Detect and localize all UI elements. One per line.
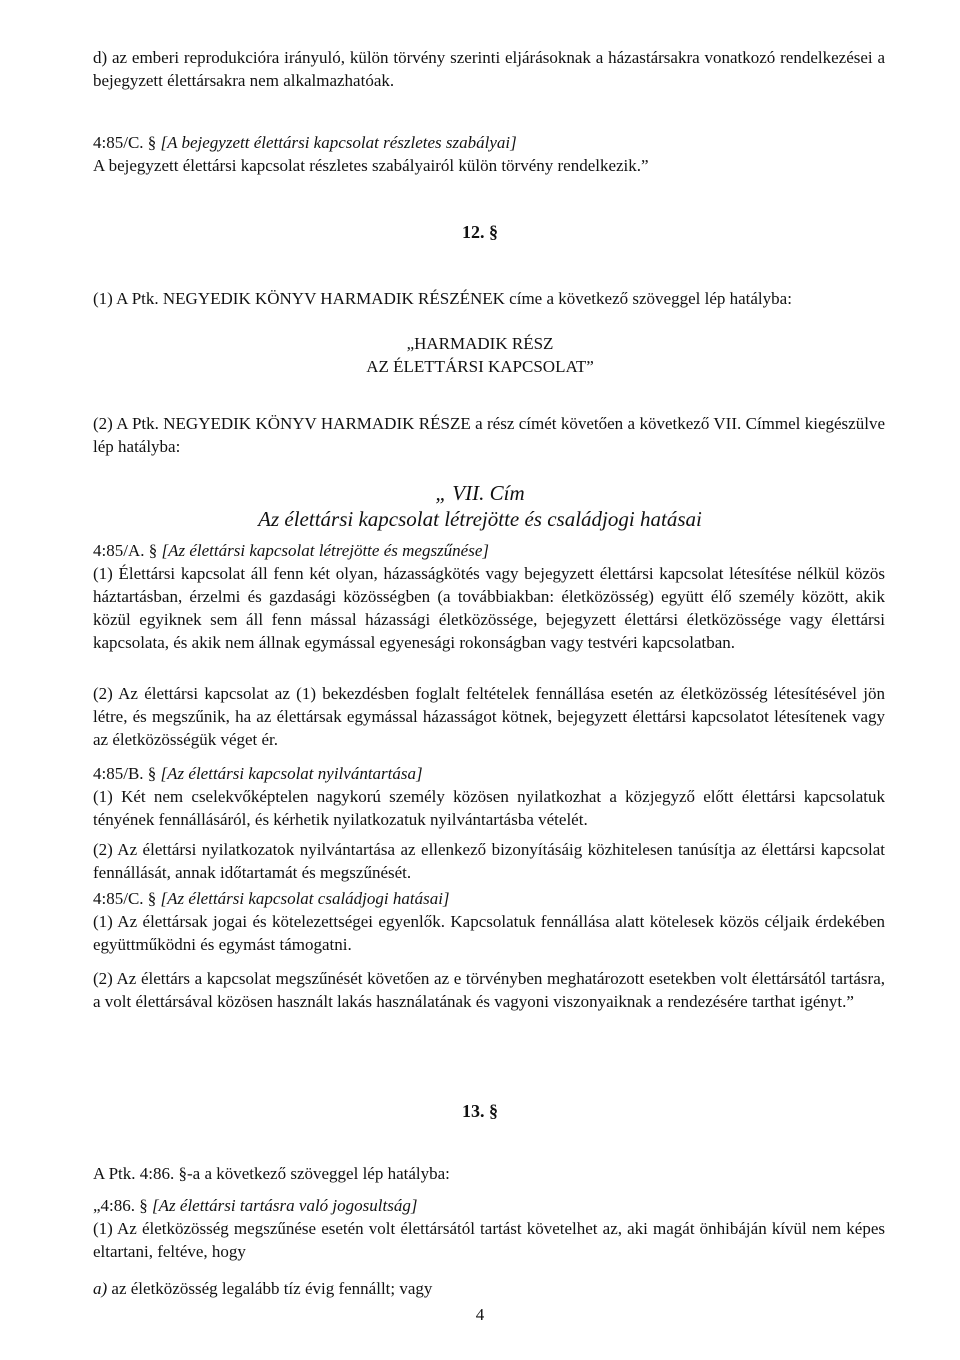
section-title: [Az élettársi kapcsolat létrejötte és megszűnése] [161,541,489,560]
part-title-line-2: AZ ÉLETTÁRSI KAPCSOLAT” [366,357,594,376]
section-4-86-point-a [93,1277,885,1300]
section-title: [Az élettársi kapcsolat nyilvántartása] [160,764,423,783]
part-title-line-1: „HARMADIK RÉSZ [406,334,554,353]
section-4-85b-paragraph-2: (2) Az élettársi nyilatkozatok nyilvántartása az ellenkező bizonyításáig közhitelesen tanúsítja az élettársi kapcsolat fennállását, annak időtartamát és megszűnését. [93,840,885,882]
section-4-85a-paragraph-1: (1) Élettársi kapcsolat áll fenn két olyan, házasságkötés vagy bejegyzett élettársi kapcsolat létesítése nélkül közös háztartásban, érzelmi és gazdasági közösségben (a továbbiakban: életközösség) együtt élő személy között, akik közül egyiknek sem áll fenn mással házassági életközössége, bejegyzett élettársi életközössége vagy élettársi kapcsolata, és akik nem állnak egymással egyenesági rokonságban vagy testvéri kapcsolatban. [93,564,885,652]
section-title: [A bejegyzett élettársi kapcsolat részletes szabályai] [160,133,517,152]
section-12-paragraph-1: (1) A Ptk. NEGYEDIK KÖNYV HARMADIK RÉSZÉNEK címe a következő szöveggel lép hatályba: [93,289,792,308]
section-4-86-paragraph-1: (1) Az életközösség megszűnése esetén volt élettársától tartást követelhet az, aki magát önhibáján kívül nem képes eltartani, feltéve, hogy [93,1219,885,1261]
paragraph-d: d) az emberi reprodukcióra irányuló, külön törvény szerinti eljárásoknak a házastársakra vonatkozó rendelkezései a bejegyzett élettársakra nem alkalmazhatóak. [93,48,885,90]
point-text: az életközösség legalább tíz évig fennállt; vagy [111,1279,433,1298]
section-number: 4:85/C. [93,133,144,152]
section-sign: § [147,889,157,908]
section-13-heading: 13. § [462,1101,498,1121]
chapter-title: Az élettársi kapcsolat létrejötte és családjogi hatásai [258,507,702,531]
section-sign: § [148,541,158,560]
section-12-paragraph-2: (2) A Ptk. NEGYEDIK KÖNYV HARMADIK RÉSZE a rész címét követően a következő VII. Címmel kiegészülve lép hatályba: [93,414,885,456]
section-text-4-85c-bejegyzett: A bejegyzett élettársi kapcsolat részletes szabályairól külön törvény rendelkezik.” [93,156,649,175]
section-4-85c-paragraph-2: (2) Az élettárs a kapcsolat megszűnését követően az e törvényben meghatározott esetekben volt élettársától tartásra, a volt élettársával közösen használt lakás használatának és vagyoni viszonyaiknak a rendezésére tarthat igényt.” [93,969,885,1011]
section-heading-4-85c-bejegyzett [93,131,885,154]
section-4-85c-paragraph-1: (1) Az élettársak jogai és kötelezettségei egyenlők. Kapcsolatuk fennállása alatt kötelesek közös céljaik érdekében együttműködni és egymást támogatni. [93,912,885,954]
section-title: [Az élettársi kapcsolat családjogi hatásai] [160,889,450,908]
section-number: 4:85/B. [93,764,144,783]
page-number: 4 [475,1305,485,1324]
section-heading-4-85c [93,887,885,910]
section-number: 4:85/A. [93,541,145,560]
section-heading-4-86 [93,1194,885,1217]
chapter-number: „ VII. Cím [435,481,525,505]
section-number: 4:85/C. [93,889,144,908]
section-sign: § [147,133,157,152]
section-4-85b-paragraph-1: (1) Két nem cselekvőképtelen nagykorú személy közösen nyilatkozhat a közjegyző előtt élettársi kapcsolatuk tényének fennállásáról, és kérhetik nyilatkozatuk nyilvántartásba vételét. [93,787,885,829]
section-13-intro: A Ptk. 4:86. §-a a következő szöveggel lép hatályba: [93,1164,450,1183]
section-4-85a-paragraph-2: (2) Az élettársi kapcsolat az (1) bekezdésben foglalt feltételek fennállása esetén az életközösség létesítésével jön létre, és megszűnik, ha az élettársak egymással házasságot kötnek, bejegyzett élettársi kapcsolatot létesítenek vagy az életközösségük véget ér. [93,684,885,749]
section-sign: § [139,1196,148,1215]
section-sign: § [147,764,157,783]
section-heading-4-85b [93,762,885,785]
point-label: a) [93,1279,108,1298]
section-number: „4:86. [93,1196,136,1215]
section-heading-4-85a [93,539,885,562]
section-12-heading: 12. § [462,222,498,242]
section-title: [Az élettársi tartásra való jogosultság] [152,1196,418,1215]
